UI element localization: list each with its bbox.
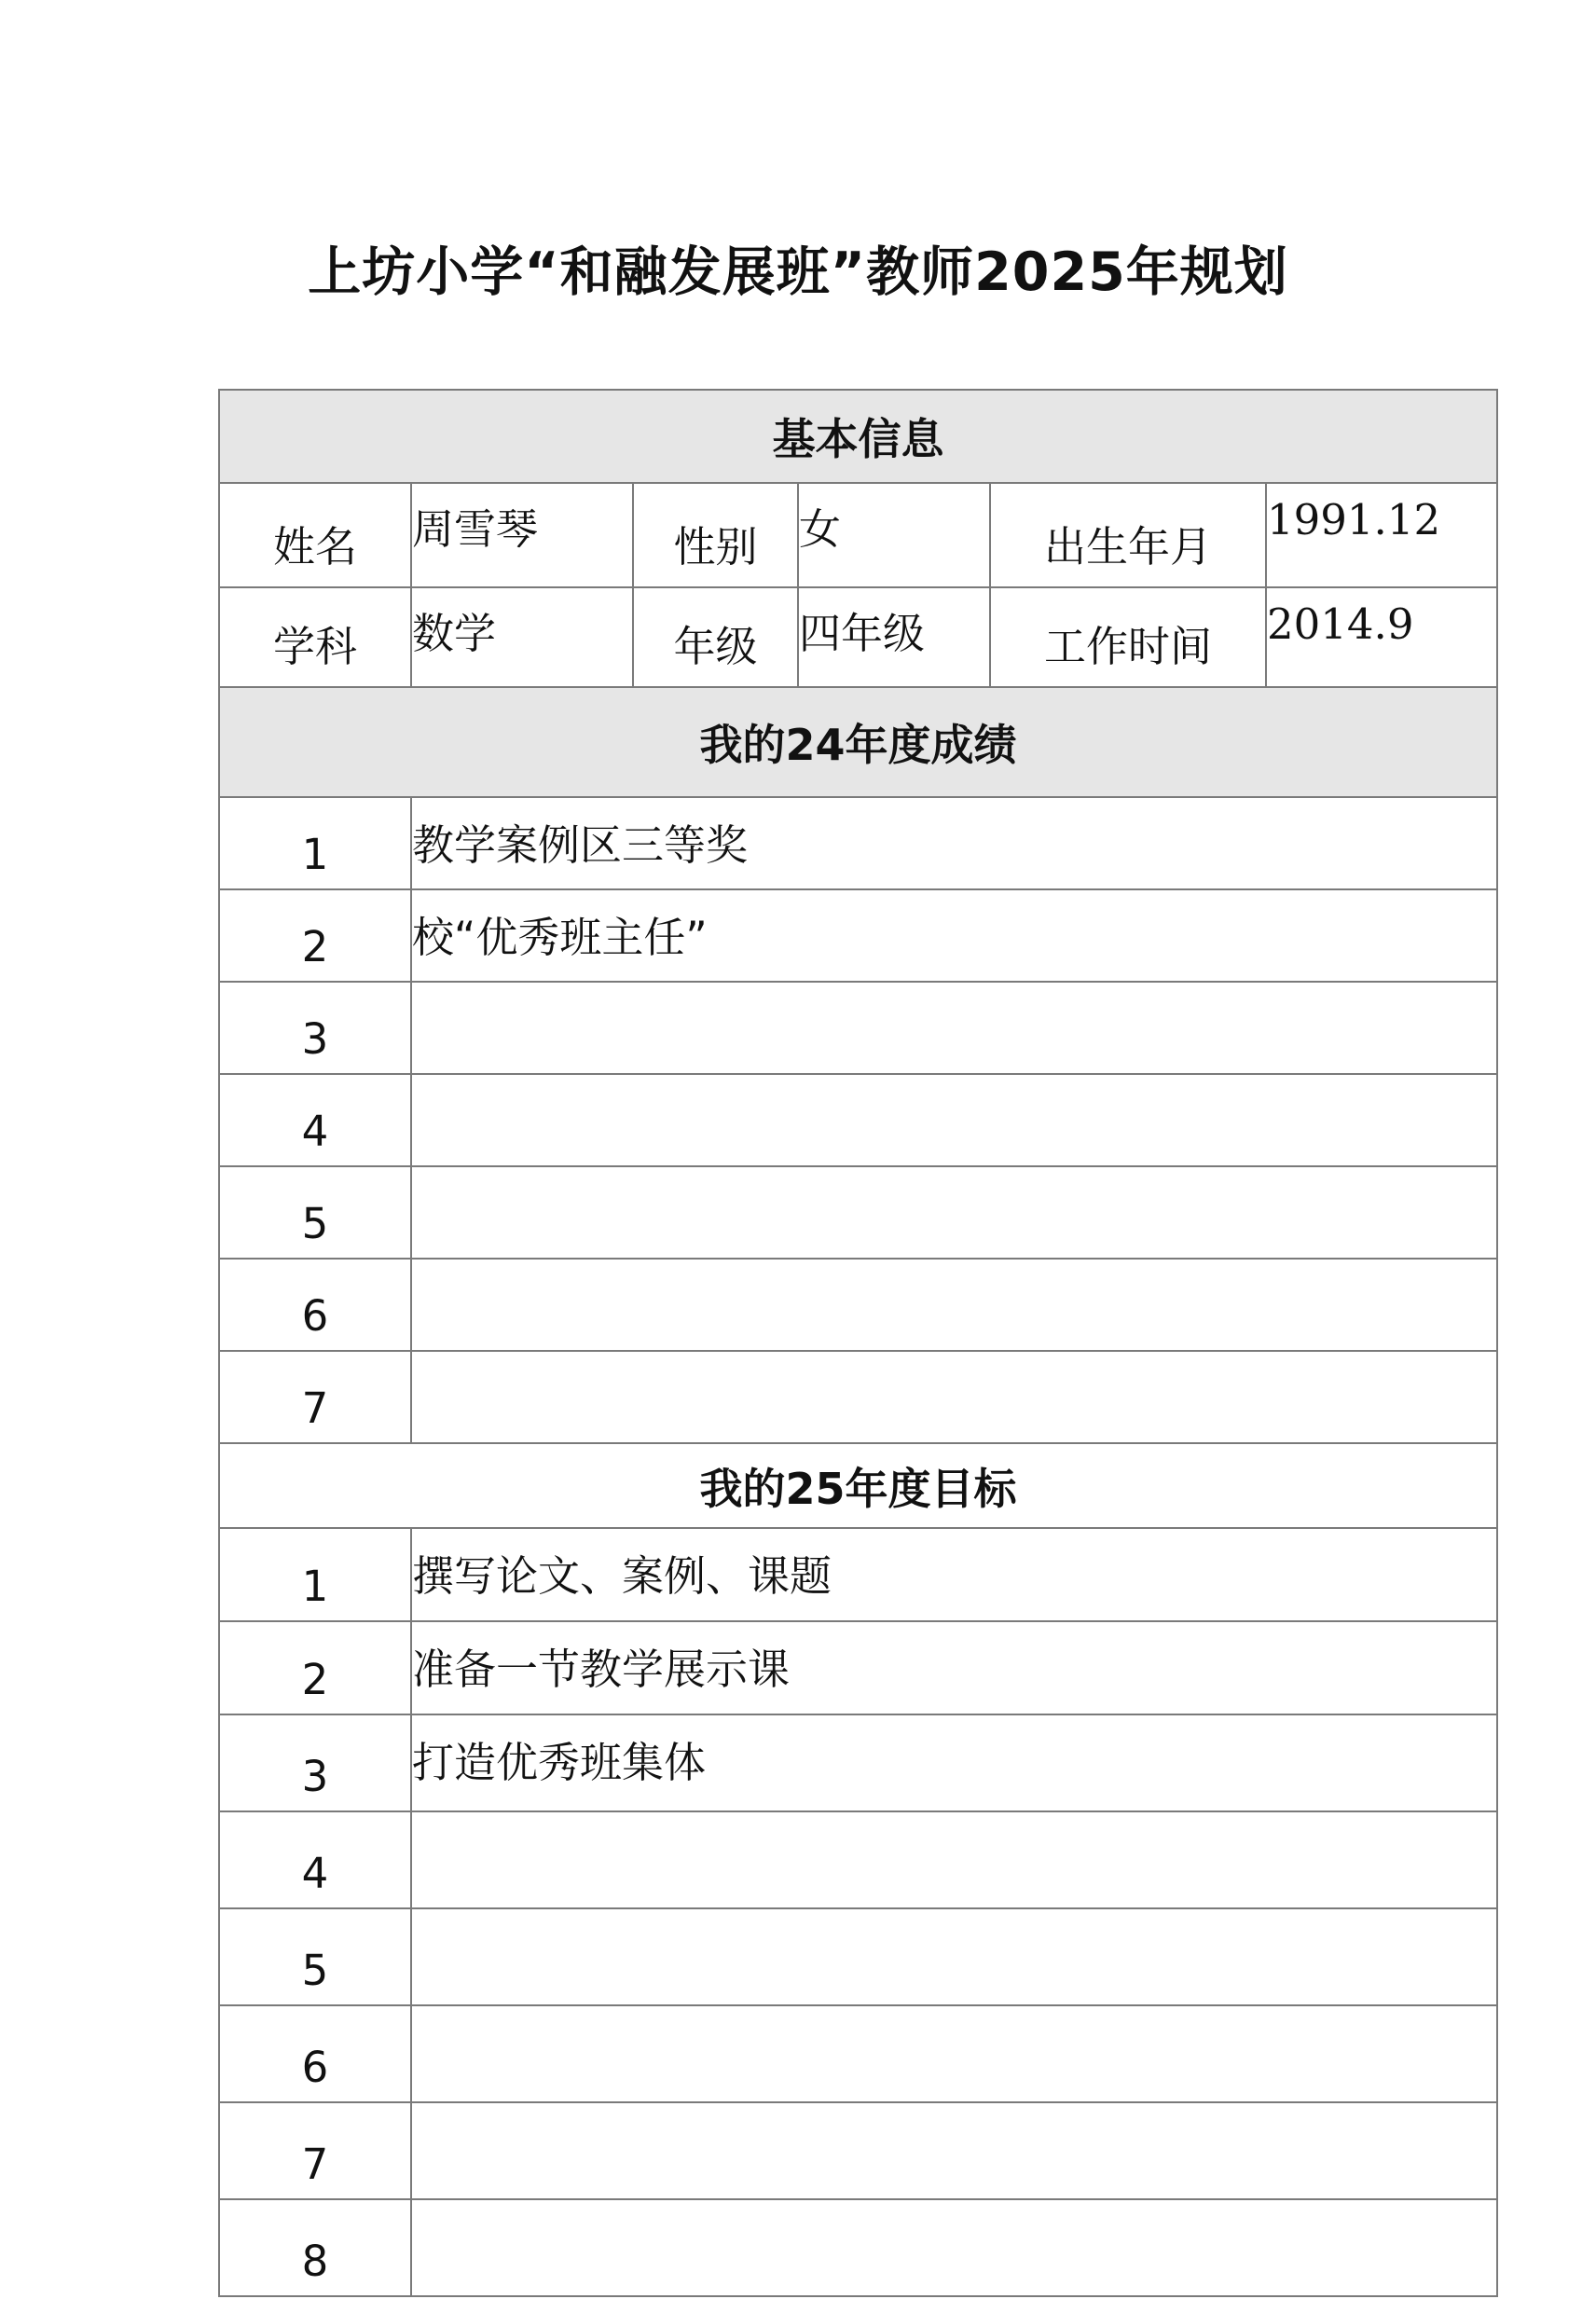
item-text bbox=[411, 1908, 1497, 2005]
list-item bbox=[219, 1259, 1497, 1351]
list-item bbox=[219, 1166, 1497, 1259]
list-item bbox=[219, 2005, 1497, 2102]
list-item bbox=[219, 1811, 1497, 1908]
item-number: 1 bbox=[219, 797, 411, 889]
label-worktime: 工作时间 bbox=[990, 587, 1266, 687]
list-item bbox=[219, 1908, 1497, 2005]
list-item bbox=[219, 797, 1497, 889]
item-text bbox=[411, 982, 1497, 1074]
item-number: 3 bbox=[219, 1714, 411, 1811]
value-grade: 四年级 bbox=[798, 587, 990, 687]
item-text bbox=[411, 2005, 1497, 2102]
section-header-goals bbox=[219, 1443, 1497, 1528]
section-header-basic bbox=[219, 390, 1497, 483]
item-text bbox=[411, 1351, 1497, 1443]
page-title: 上坊小学“和融发展班”教师2025年规划 bbox=[308, 241, 1288, 303]
value-birth: 1991.12 bbox=[1266, 483, 1497, 587]
item-number: 4 bbox=[219, 1074, 411, 1166]
item-number: 5 bbox=[219, 1908, 411, 2005]
item-text bbox=[411, 2199, 1497, 2296]
item-text: 准备一节教学展示课 bbox=[411, 1621, 1497, 1714]
item-text: 校“优秀班主任” bbox=[411, 889, 1497, 982]
list-item bbox=[219, 889, 1497, 982]
value-name: 周雪琴 bbox=[411, 483, 633, 587]
item-text: 教学案例区三等奖 bbox=[411, 797, 1497, 889]
item-text bbox=[411, 2102, 1497, 2199]
list-item bbox=[219, 1528, 1497, 1621]
list-item bbox=[219, 1621, 1497, 1714]
label-birth: 出生年月 bbox=[990, 483, 1266, 587]
section-title: 我的25年度目标 bbox=[219, 1443, 1497, 1528]
item-text bbox=[411, 1074, 1497, 1166]
item-text: 撰写论文、案例、课题 bbox=[411, 1528, 1497, 1621]
section-header-achievements bbox=[219, 687, 1497, 797]
label-gender: 性别 bbox=[633, 483, 798, 587]
list-item bbox=[219, 1351, 1497, 1443]
item-number: 2 bbox=[219, 889, 411, 982]
item-number: 7 bbox=[219, 1351, 411, 1443]
list-item bbox=[219, 2102, 1497, 2199]
item-number: 5 bbox=[219, 1166, 411, 1259]
list-item bbox=[219, 1074, 1497, 1166]
label-name: 姓名 bbox=[219, 483, 411, 587]
value-subject: 数学 bbox=[411, 587, 633, 687]
label-grade: 年级 bbox=[633, 587, 798, 687]
value-worktime: 2014.9 bbox=[1266, 587, 1497, 687]
section-title: 我的24年度成绩 bbox=[219, 687, 1497, 797]
item-text bbox=[411, 1166, 1497, 1259]
item-text bbox=[411, 1259, 1497, 1351]
item-number: 7 bbox=[219, 2102, 411, 2199]
list-item bbox=[219, 2199, 1497, 2296]
value-gender: 女 bbox=[798, 483, 990, 587]
item-number: 3 bbox=[219, 982, 411, 1074]
item-text bbox=[411, 1811, 1497, 1908]
section-title: 基本信息 bbox=[219, 390, 1497, 483]
label-subject: 学科 bbox=[219, 587, 411, 687]
item-number: 4 bbox=[219, 1811, 411, 1908]
item-number: 1 bbox=[219, 1528, 411, 1621]
item-number: 6 bbox=[219, 2005, 411, 2102]
plan-table bbox=[218, 389, 1498, 2297]
info-row bbox=[219, 587, 1497, 687]
list-item bbox=[219, 982, 1497, 1074]
item-number: 8 bbox=[219, 2199, 411, 2296]
list-item bbox=[219, 1714, 1497, 1811]
info-row bbox=[219, 483, 1497, 587]
item-text: 打造优秀班集体 bbox=[411, 1714, 1497, 1811]
item-number: 2 bbox=[219, 1621, 411, 1714]
item-number: 6 bbox=[219, 1259, 411, 1351]
